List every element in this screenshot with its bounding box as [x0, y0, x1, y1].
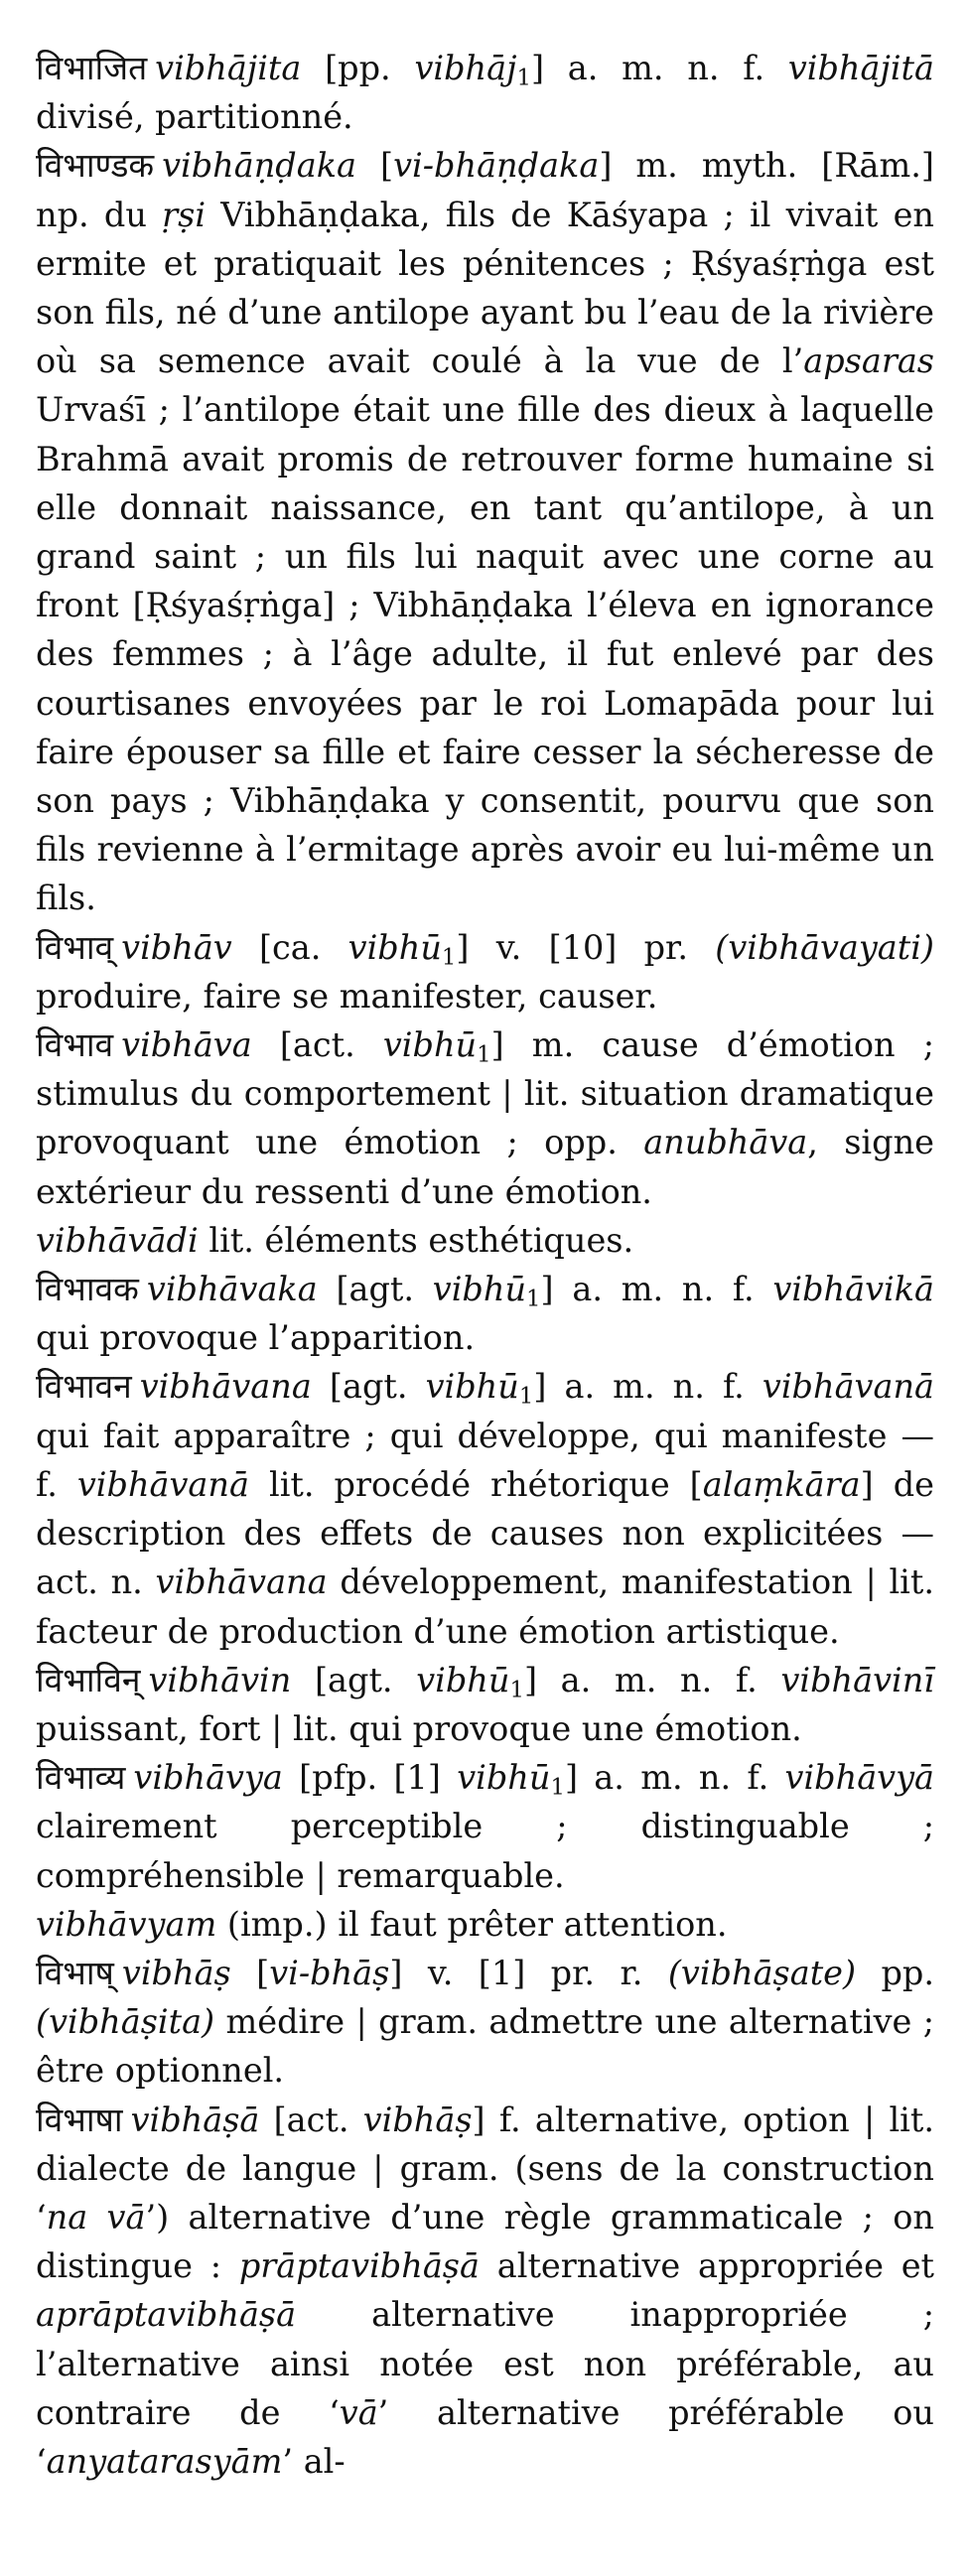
entry-text: alternative appropriée et: [479, 2246, 934, 2286]
italic-term: vibhū: [382, 1025, 478, 1065]
italic-term: alaṃkāra: [702, 1464, 861, 1504]
entry-text: ] a. m. n. f.: [523, 1660, 781, 1699]
italic-term: prāptavibhāṣā: [238, 2246, 480, 2286]
headword-devanagari: विभाषा: [36, 2100, 123, 2139]
italic-term: vibhāv: [121, 927, 232, 967]
italic-term: vi-bhāṇḍaka: [393, 146, 600, 186]
entry-text: pp.: [856, 1953, 935, 1992]
italic-term: anyatarasyām: [46, 2441, 283, 2481]
entry-definition: [36, 1020, 934, 1216]
italic-term: (vibhāṣate): [667, 1953, 857, 1992]
italic-term: ṛṣi: [162, 195, 207, 234]
headword-devanagari: विभाविन्: [36, 1660, 141, 1699]
entry-text: ] m. cause d’émotion ; stimulus du comportement | lit. situation dramatique provoquant une émotion ; opp.: [36, 1025, 935, 1162]
root-index: 1: [518, 1384, 534, 1411]
italic-term: apsaras: [803, 341, 934, 381]
entry-text: [: [356, 146, 394, 186]
entry-text: puissant, fort | lit. qui provoque une émotion.: [36, 1708, 802, 1748]
entry-definition: [36, 1753, 934, 1900]
italic-term: vibhāṣā: [130, 2100, 260, 2139]
italic-term: vibhū: [432, 1270, 527, 1309]
entry-text: divisé, partitionné.: [36, 97, 353, 137]
italic-term: aprāptavibhāṣā: [36, 2295, 297, 2335]
entry-text: ] f. alternative, option | lit. dialecte de langue | gram. (sens de la construction ‘: [36, 2100, 934, 2237]
entry-definition: [36, 2096, 934, 2487]
entry-text: [act.: [251, 1025, 383, 1065]
entry-text: alternative inappropriée ; l’alternative ainsi notée est non préférable, au contraire de ‘: [36, 2295, 934, 2432]
root-index: 1: [550, 1774, 565, 1801]
entry-subentry: [36, 1900, 934, 1949]
italic-term: vi-bhāṣ: [269, 1953, 390, 1992]
italic-term: vibhāvya: [133, 1758, 283, 1798]
entry-text: Urvaśī ; l’antilope était une fille des dieux à laquelle Brahmā avait promis de retrouver forme humaine si elle donnait naissance, en tant qu’antilope, à un grand saint ; un fils lui naquit avec une corne au front [Ṛśyaśṛṅga] ; Vibhāṇḍaka l’éleva en ignorance des femmes ; à l’âge adulte, il fut enlevé par des courtisanes envoyées par le roi Lomapāda pour lui faire épouser sa fille et faire cesser la sécheresse de son pays ; Vibhāṇḍaka y consentit, pourvu que son fils revienne à l’ermitage après avoir eu lui-même un fils.: [36, 390, 934, 918]
italic-term: vibhāvin: [148, 1660, 292, 1699]
entry-text: ] a. m. n. f.: [530, 49, 788, 87]
italic-term: vibhū: [347, 927, 442, 967]
entry-text: [pp.: [301, 49, 415, 87]
entry-text: ] a. m. n. f.: [533, 1367, 762, 1407]
entry-text: [pfp. [1]: [282, 1758, 458, 1798]
dictionary-entry-vibhasa: [36, 2096, 934, 2487]
entry-text: médire | gram. admettre une alternative ; être optionnel.: [36, 2002, 934, 2091]
italic-term: vibhāṣ: [362, 2100, 473, 2139]
entry-text: lit. éléments esthétiques.: [198, 1220, 634, 1260]
italic-term: anubhāva: [643, 1123, 808, 1162]
entry-text: , signe extérieur du ressenti d’une émotion.: [36, 1123, 934, 1211]
headword-devanagari: विभावक: [36, 1270, 139, 1309]
entry-text: [ca.: [231, 927, 348, 967]
entry-text: ] a. m. n. f.: [564, 1758, 785, 1798]
entry-text: Vibhāṇḍaka, fils de Kāśyapa ; il vivait en ermite et pratiquait les pénitences ; Ṛśyaśṛṅga est son fils, né d’une antilope ayant bu l’eau de la rivière où sa semence avait coulé à la vue de l’: [36, 195, 934, 381]
entry-text: ] v. [10] pr.: [456, 927, 716, 967]
entry-text: ] de description des effets de causes non explicitées — act. n.: [36, 1464, 934, 1602]
headword-devanagari: विभाष्: [36, 1953, 114, 1992]
headword-devanagari: विभाण्डक: [36, 146, 155, 186]
dictionary-entry-vibhandaka: [36, 141, 934, 922]
entry-subentry: [36, 1216, 934, 1265]
entry-text: (imp.) il faut prêter attention.: [216, 1904, 728, 1944]
italic-term: vibhāvinī: [780, 1660, 934, 1699]
headword-devanagari: विभाव्य: [36, 1758, 126, 1798]
entry-text: ] a. m. n. f.: [540, 1270, 773, 1309]
italic-term: vibhāṇḍaka: [162, 146, 356, 186]
italic-term: vibhāvanā: [762, 1367, 934, 1407]
dictionary-entry-vibhajita: [36, 44, 934, 141]
root-index: 1: [516, 65, 531, 91]
italic-term: (vibhāvayati): [715, 927, 934, 967]
entry-text: [agt.: [317, 1270, 433, 1309]
entry-text: ’) alternative d’une règle grammaticale ; on distingue :: [36, 2197, 934, 2286]
dictionary-entry-vibhav: [36, 923, 934, 1020]
dictionary-entry-vibhavin: [36, 1656, 934, 1753]
italic-term: vibhāvyam: [36, 1904, 217, 1944]
italic-term: vibhājitā: [787, 49, 934, 87]
entry-text: ] v. [1] pr. r.: [389, 1953, 668, 1992]
entry-text: ] m. myth. [Rām.] np. du: [36, 146, 934, 234]
italic-term: vibhū: [416, 1660, 510, 1699]
entry-text: lit. procédé rhétorique [: [248, 1464, 703, 1504]
italic-term: vibhāvyā: [784, 1758, 934, 1798]
entry-text: développement, manifestation | lit. facteur de production d’une émotion artistique.: [36, 1562, 934, 1651]
entry-definition: [36, 1656, 934, 1753]
headword-devanagari: विभाजित: [36, 49, 148, 87]
headword-devanagari: विभाव: [36, 1025, 114, 1065]
italic-term: vibhāvikā: [772, 1270, 934, 1309]
italic-term: vibhū: [457, 1758, 551, 1798]
italic-term: vibhāṣ: [121, 1953, 231, 1992]
italic-term: vā: [339, 2392, 378, 2432]
entry-text: qui fait apparaître ; qui développe, qui manifeste — f.: [36, 1416, 934, 1504]
italic-term: vibhāvanā: [76, 1464, 249, 1504]
italic-term: vibhāj: [414, 49, 517, 87]
italic-term: vibhāvana: [155, 1562, 328, 1602]
dictionary-entry-vibhava: [36, 1020, 934, 1265]
dictionary-entry-vibhavaka: [36, 1265, 934, 1362]
root-index: 1: [509, 1677, 524, 1703]
root-index: 1: [477, 1041, 491, 1068]
entry-definition: [36, 1949, 934, 2096]
italic-term: vibhājita: [155, 49, 302, 87]
entry-text: [agt.: [291, 1660, 417, 1699]
entry-definition: [36, 44, 934, 141]
headword-devanagari: विभावन: [36, 1367, 132, 1407]
entry-text: ’ alternative préférable ou ‘: [36, 2392, 934, 2481]
italic-term: vibhū: [425, 1367, 519, 1407]
entry-text: clairement perceptible ; distinguable ; compréhensible | remarquable.: [36, 1807, 934, 1895]
italic-term: na vā: [46, 2197, 146, 2237]
entry-text: produire, faire se manifester, causer.: [36, 976, 658, 1016]
entry-text: qui provoque l’apparition.: [36, 1318, 476, 1358]
root-index: 1: [526, 1286, 541, 1312]
italic-term: vibhāvaka: [146, 1270, 318, 1309]
italic-term: (vibhāṣita): [36, 2002, 215, 2042]
entry-text: [agt.: [311, 1367, 426, 1407]
entry-text: [act.: [259, 2100, 363, 2139]
headword-devanagari: विभाव्: [36, 927, 114, 967]
entry-text: [: [230, 1953, 270, 1992]
root-index: 1: [441, 944, 457, 971]
entry-definition: [36, 1265, 934, 1362]
entry-text: ’ al-: [282, 2441, 346, 2481]
italic-term: vibhāvana: [139, 1367, 312, 1407]
italic-term: vibhāvādi: [36, 1220, 199, 1260]
dictionary-entry-vibhavya: [36, 1753, 934, 1949]
italic-term: vibhāva: [121, 1025, 252, 1065]
entry-definition: [36, 141, 934, 922]
entry-definition: [36, 923, 934, 1020]
dictionary-entry-vibhas: [36, 1949, 934, 2096]
entry-definition: [36, 1362, 934, 1655]
dictionary-entry-vibhavana: [36, 1362, 934, 1655]
